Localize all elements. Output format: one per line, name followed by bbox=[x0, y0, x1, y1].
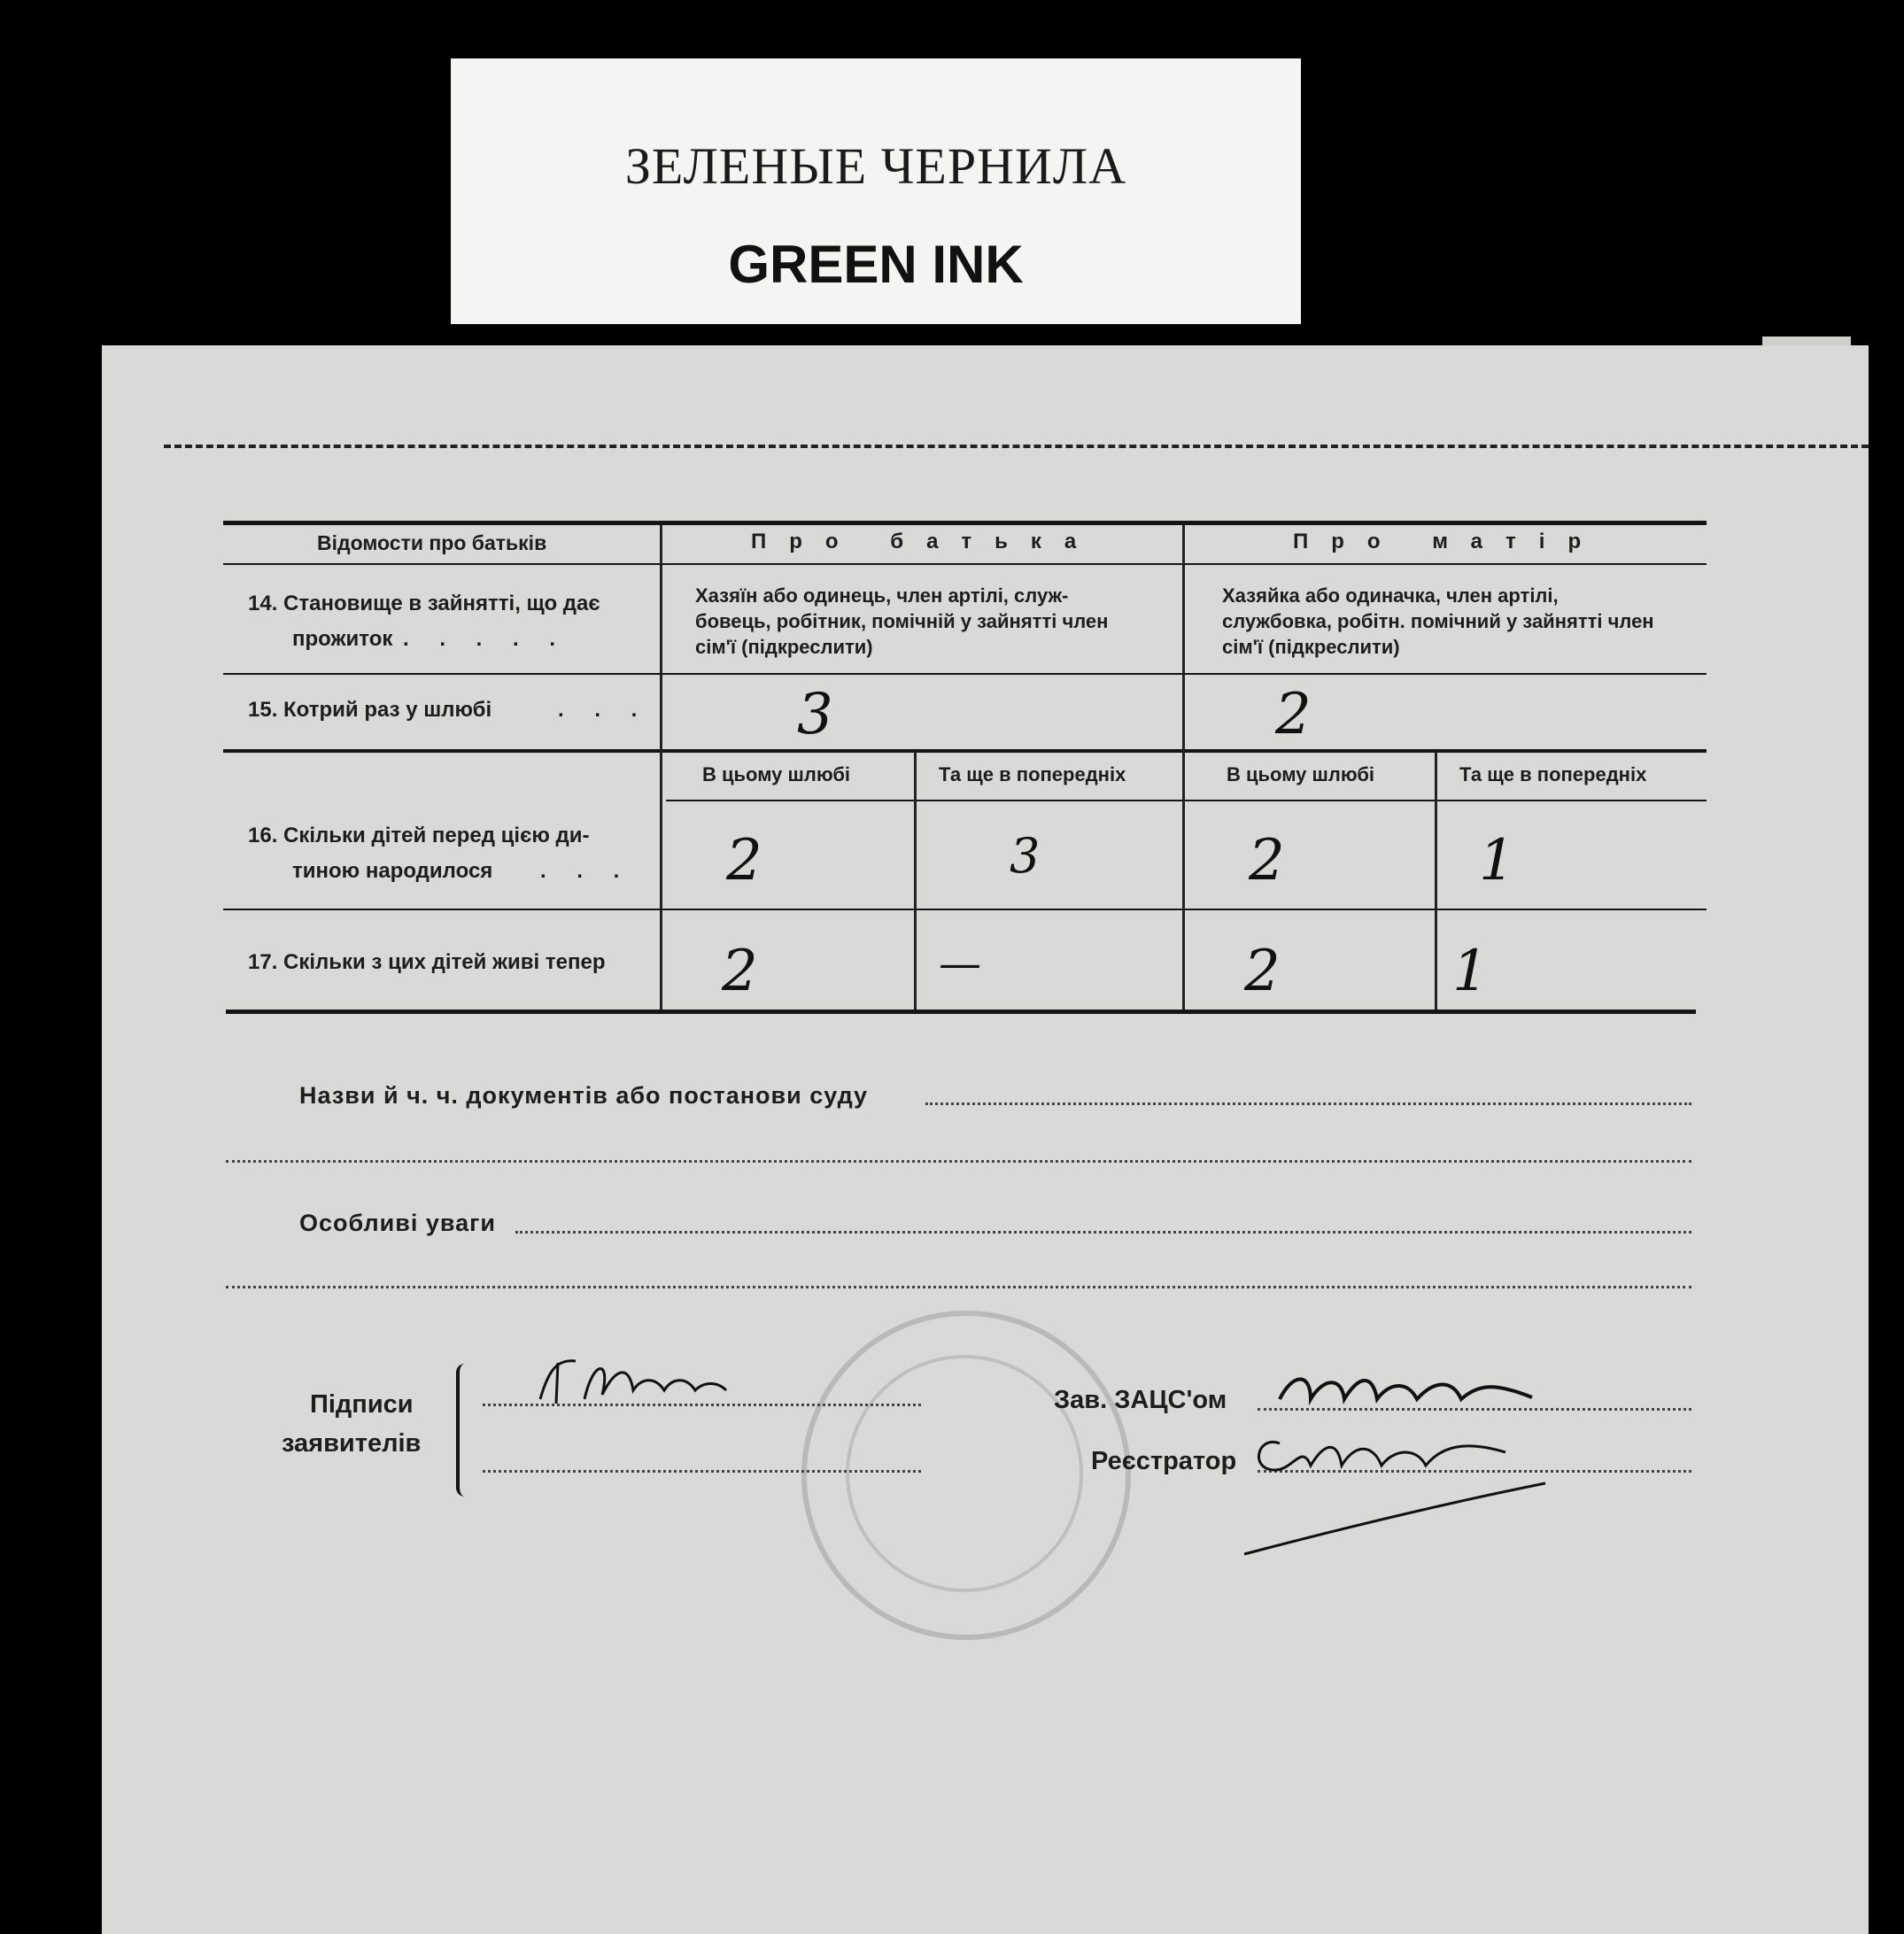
row15-dots: . . . bbox=[558, 698, 650, 722]
subheader-mother-this: В цьому шлюбі bbox=[1227, 763, 1375, 785]
row17-label: 17. Скільки з цих дітей живі тепер bbox=[248, 950, 606, 974]
head-label: Зав. ЗАЦС'ом bbox=[1054, 1386, 1227, 1414]
row17-father-this: 2 bbox=[722, 939, 758, 1004]
table-header-rule bbox=[223, 563, 1707, 565]
row14-mother-options: Хазяйка або одиначка, член артілі, службовка, робітн. помічний у зайнятті член сім'ї (підкреслити) bbox=[1222, 584, 1654, 658]
documents-line-1 bbox=[925, 1102, 1691, 1105]
remarks-line-1 bbox=[515, 1231, 1691, 1234]
header-father: Про батька bbox=[751, 530, 1100, 553]
applicant-signature bbox=[531, 1350, 762, 1412]
row14-label-line2: прожиток bbox=[292, 627, 393, 651]
row16-father-this: 2 bbox=[726, 828, 762, 894]
documents-label: Назви й ч. ч. документів або постанови суду bbox=[299, 1082, 869, 1109]
applicants-brace bbox=[456, 1364, 477, 1497]
row14-rule bbox=[223, 673, 1707, 675]
registrar-label: Реєстратор bbox=[1091, 1447, 1237, 1475]
row16-mother-this: 2 bbox=[1249, 828, 1285, 894]
row15-father-value: 3 bbox=[797, 682, 833, 747]
row14-dots: . . . . . bbox=[403, 627, 569, 651]
label-russian: ЗЕЛЕНЫЕ ЧЕРНИЛА bbox=[624, 137, 1127, 195]
head-signature bbox=[1275, 1364, 1541, 1417]
remarks-label: Особливі уваги bbox=[299, 1210, 496, 1236]
remarks-line-2 bbox=[226, 1286, 1691, 1288]
row16-label-line1: 16. Скільки дітей перед цією ди- bbox=[248, 824, 590, 847]
label-english: GREEN INK bbox=[728, 235, 1024, 294]
row17-father-prev: — bbox=[939, 939, 981, 988]
subheader-father-this: В цьому шлюбі bbox=[702, 763, 851, 785]
row14-father-options: Хазяїн або одинець, член артілі, служ- бовець, робітник, помічній у зайнятті член сім'ї (підкреслити) bbox=[695, 584, 1109, 658]
row14-label-line1: 14. Становище в зайнятті, що дає bbox=[248, 592, 600, 615]
col-divider-4 bbox=[1435, 751, 1437, 1010]
row16-father-prev: 3 bbox=[1010, 828, 1041, 884]
row15-label: 15. Котрий раз у шлюбі bbox=[248, 698, 492, 722]
documents-line-2 bbox=[226, 1160, 1691, 1163]
row16-mother-prev: 1 bbox=[1479, 828, 1515, 894]
applicants-label-line2: заявителів bbox=[282, 1429, 422, 1458]
row15-mother-value: 2 bbox=[1275, 682, 1312, 747]
applicant-signature-line-2 bbox=[483, 1470, 921, 1473]
applicants-label-line1: Підписи bbox=[310, 1390, 414, 1419]
subheader-mother-prev: Та ще в попередніх bbox=[1459, 763, 1647, 785]
col-divider-1 bbox=[660, 525, 662, 1010]
row16-label-line2: тиною народилося bbox=[292, 859, 493, 883]
row16-rule bbox=[223, 909, 1707, 910]
col-divider-2 bbox=[1182, 525, 1185, 1010]
row17-mother-prev: 1 bbox=[1452, 939, 1489, 1004]
row17-mother-this: 2 bbox=[1244, 939, 1281, 1004]
header-parents: Відомости про батьків bbox=[317, 531, 547, 554]
row16-dots: . . . bbox=[540, 859, 632, 883]
registrar-signature bbox=[1240, 1417, 1559, 1567]
col-divider-3 bbox=[914, 751, 917, 1010]
ink-label-card bbox=[451, 58, 1301, 324]
subheader-father-prev: Та ще в попередніх bbox=[939, 763, 1126, 785]
table-top-rule bbox=[223, 521, 1707, 525]
official-stamp-inner bbox=[846, 1355, 1083, 1592]
subheader-rule bbox=[666, 800, 1707, 801]
row15-rule bbox=[223, 749, 1707, 753]
perforation-line bbox=[164, 445, 1869, 448]
header-mother: Про матір bbox=[1293, 530, 1605, 553]
table-bottom-rule bbox=[226, 1010, 1696, 1014]
